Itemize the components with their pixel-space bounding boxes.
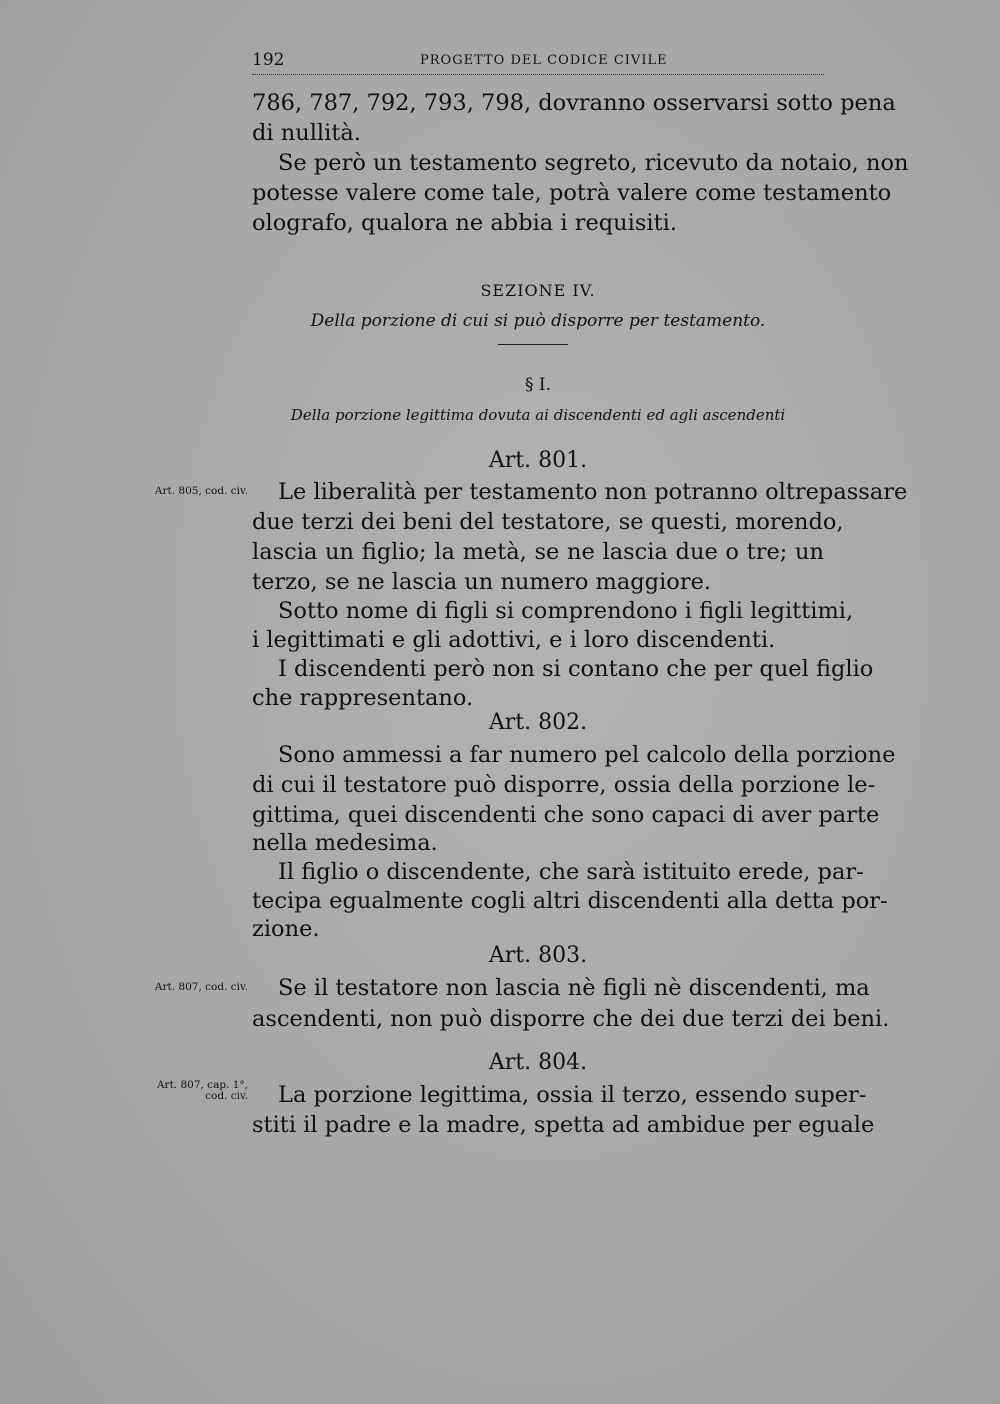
divider-rule [498,344,568,345]
article-heading: Art. 801. [488,448,588,473]
body-line: Se il testatore non lascia nè figli nè discendenti, ma [278,975,870,1001]
page-number: 192 [252,50,285,70]
article-heading: Art. 804. [488,1050,588,1075]
body-line: stiti il padre e la madre, spetta ad ambidue per eguale [252,1112,875,1138]
margin-note: Art. 805, cod. civ. [154,485,248,497]
subsection-title: Della porzione legittima dovuta ai discendenti ed agli ascendenti [290,406,786,424]
margin-note: Art. 807, cod. civ. [154,981,248,993]
body-line: I discendenti però non si contano che per quel figlio [278,656,874,682]
article-heading: Art. 802. [488,710,588,735]
body-line: nella medesima. [252,830,438,856]
body-line: zione. [252,916,320,942]
body-line: 786, 787, 792, 793, 798, dovranno osservarsi sotto pena [252,90,896,116]
body-line: Il figlio o discendente, che sarà istituito erede, par- [278,859,864,885]
margin-note [128,1080,248,1102]
body-line: di cui il testatore può disporre, ossia della porzione le- [252,772,876,798]
body-line: Le liberalità per testamento non potranno oltrepassare [278,479,908,505]
margin-note-line: Art. 807, cap. 1°, [156,1079,248,1091]
body-line: gittima, quei discendenti che sono capaci di aver parte [252,802,880,828]
running-title: PROGETTO DEL CODICE CIVILE [420,53,668,68]
page-header [252,50,824,75]
body-line: Sotto nome di figli si comprendono i figli legittimi, [278,598,854,624]
body-line: che rappresentano. [252,685,474,711]
body-line: i legittimati e gli adottivi, e i loro discendenti. [252,627,776,653]
body-line: due terzi dei beni del testatore, se questi, morendo, [252,509,844,535]
body-line: La porzione legittima, ossia il terzo, essendo super- [278,1082,867,1108]
body-line: tecipa egualmente cogli altri discendenti alla detta por- [252,888,888,914]
body-line: Se però un testamento segreto, ricevuto da notaio, non [278,150,909,176]
article-heading: Art. 803. [488,943,588,968]
body-line: Sono ammessi a far numero pel calcolo della porzione [278,742,896,768]
body-line: lascia un figlio; la metà, se ne lascia due o tre; un [252,539,824,565]
body-line: olografo, qualora ne abbia i requisiti. [252,210,677,236]
body-line: potesse valere come tale, potrà valere come testamento [252,180,892,206]
section-title: Della porzione di cui si può disporre per testamento. [310,311,766,331]
body-line: terzo, se ne lascia un numero maggiore. [252,569,712,595]
margin-note-line: cod. civ. [205,1090,248,1102]
body-line: di nullità. [252,120,361,146]
body-line: ascendenti, non può disporre che dei due terzi dei beni. [252,1006,890,1032]
subsection-mark: § I. [524,375,552,395]
section-heading: SEZIONE IV. [480,281,596,300]
